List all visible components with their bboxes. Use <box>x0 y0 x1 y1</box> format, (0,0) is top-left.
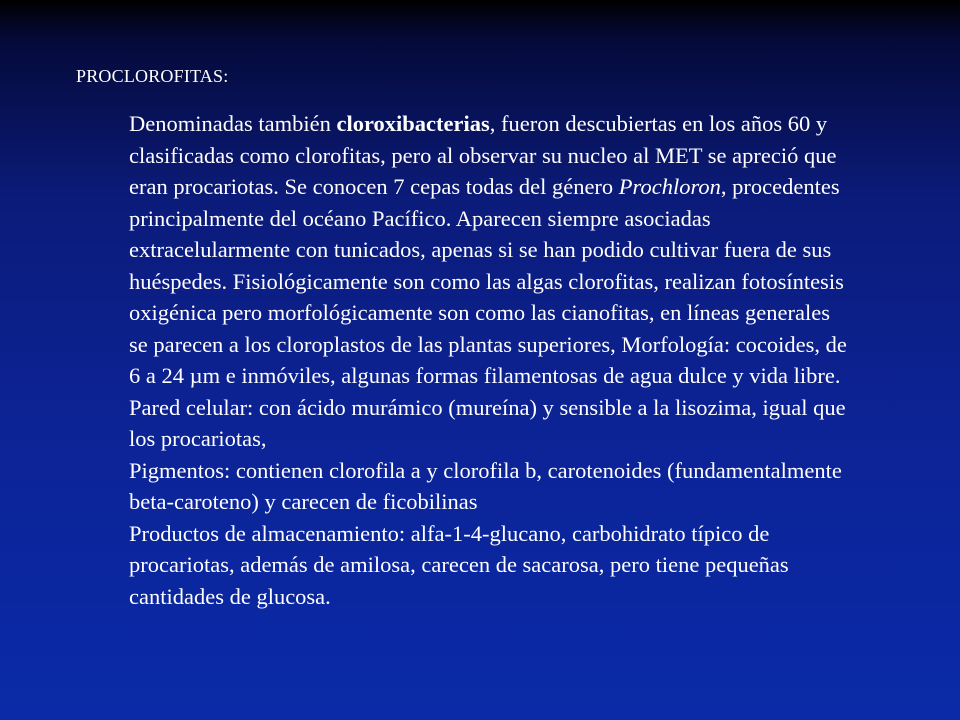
paragraph-pared-celular: Pared celular: con ácido murámico (mureína) y sensible a la lisozima, igual que los procariotas, <box>129 394 846 451</box>
paragraph-intro-text: Denominadas también <box>129 111 337 136</box>
paragraph-description <box>129 108 849 392</box>
genus-prochloron: Prochloron <box>618 174 721 199</box>
paragraph-details-text: , procedentes principalmente del océano Pacífico. Aparecen siempre asociadas extracelularmente con tunicados, apenas si se han podido cultivar fuera de sus huéspedes. Fisiológicamente son como las algas clorofitas, realizan fotosíntesis oxigénica pero morfológicamente son como las cianofitas, en líneas generales se parecen a los cloroplastos de las plantas superiores, Morfología: cocoides, de 6 a 24 µm e inmóviles, algunas formas filamentosas de agua dulce y vida libre. <box>129 174 847 388</box>
slide-heading: PROCLOROFITAS: <box>76 66 229 86</box>
paragraph-history-text: , fueron descubiertas en los años 60 y clasificadas como clorofitas, pero al observar su nucleo al MET se apreció que eran procariotas. Se conocen 7 cepas todas del género <box>129 111 837 199</box>
term-cloroxibacterias: cloroxibacterias <box>336 111 490 136</box>
slide-body <box>129 108 849 612</box>
paragraph-pigmentos: Pigmentos: contienen clorofila a y clorofila b, carotenoides (fundamentalmente beta-caroteno) y carecen de ficobilinas <box>129 457 842 514</box>
paragraph-almacenamiento: Productos de almacenamiento: alfa-1-4-glucano, carbohidrato típico de procariotas, además de amilosa, carecen de sacarosa, pero tiene pequeñas cantidades de glucosa. <box>129 520 789 609</box>
